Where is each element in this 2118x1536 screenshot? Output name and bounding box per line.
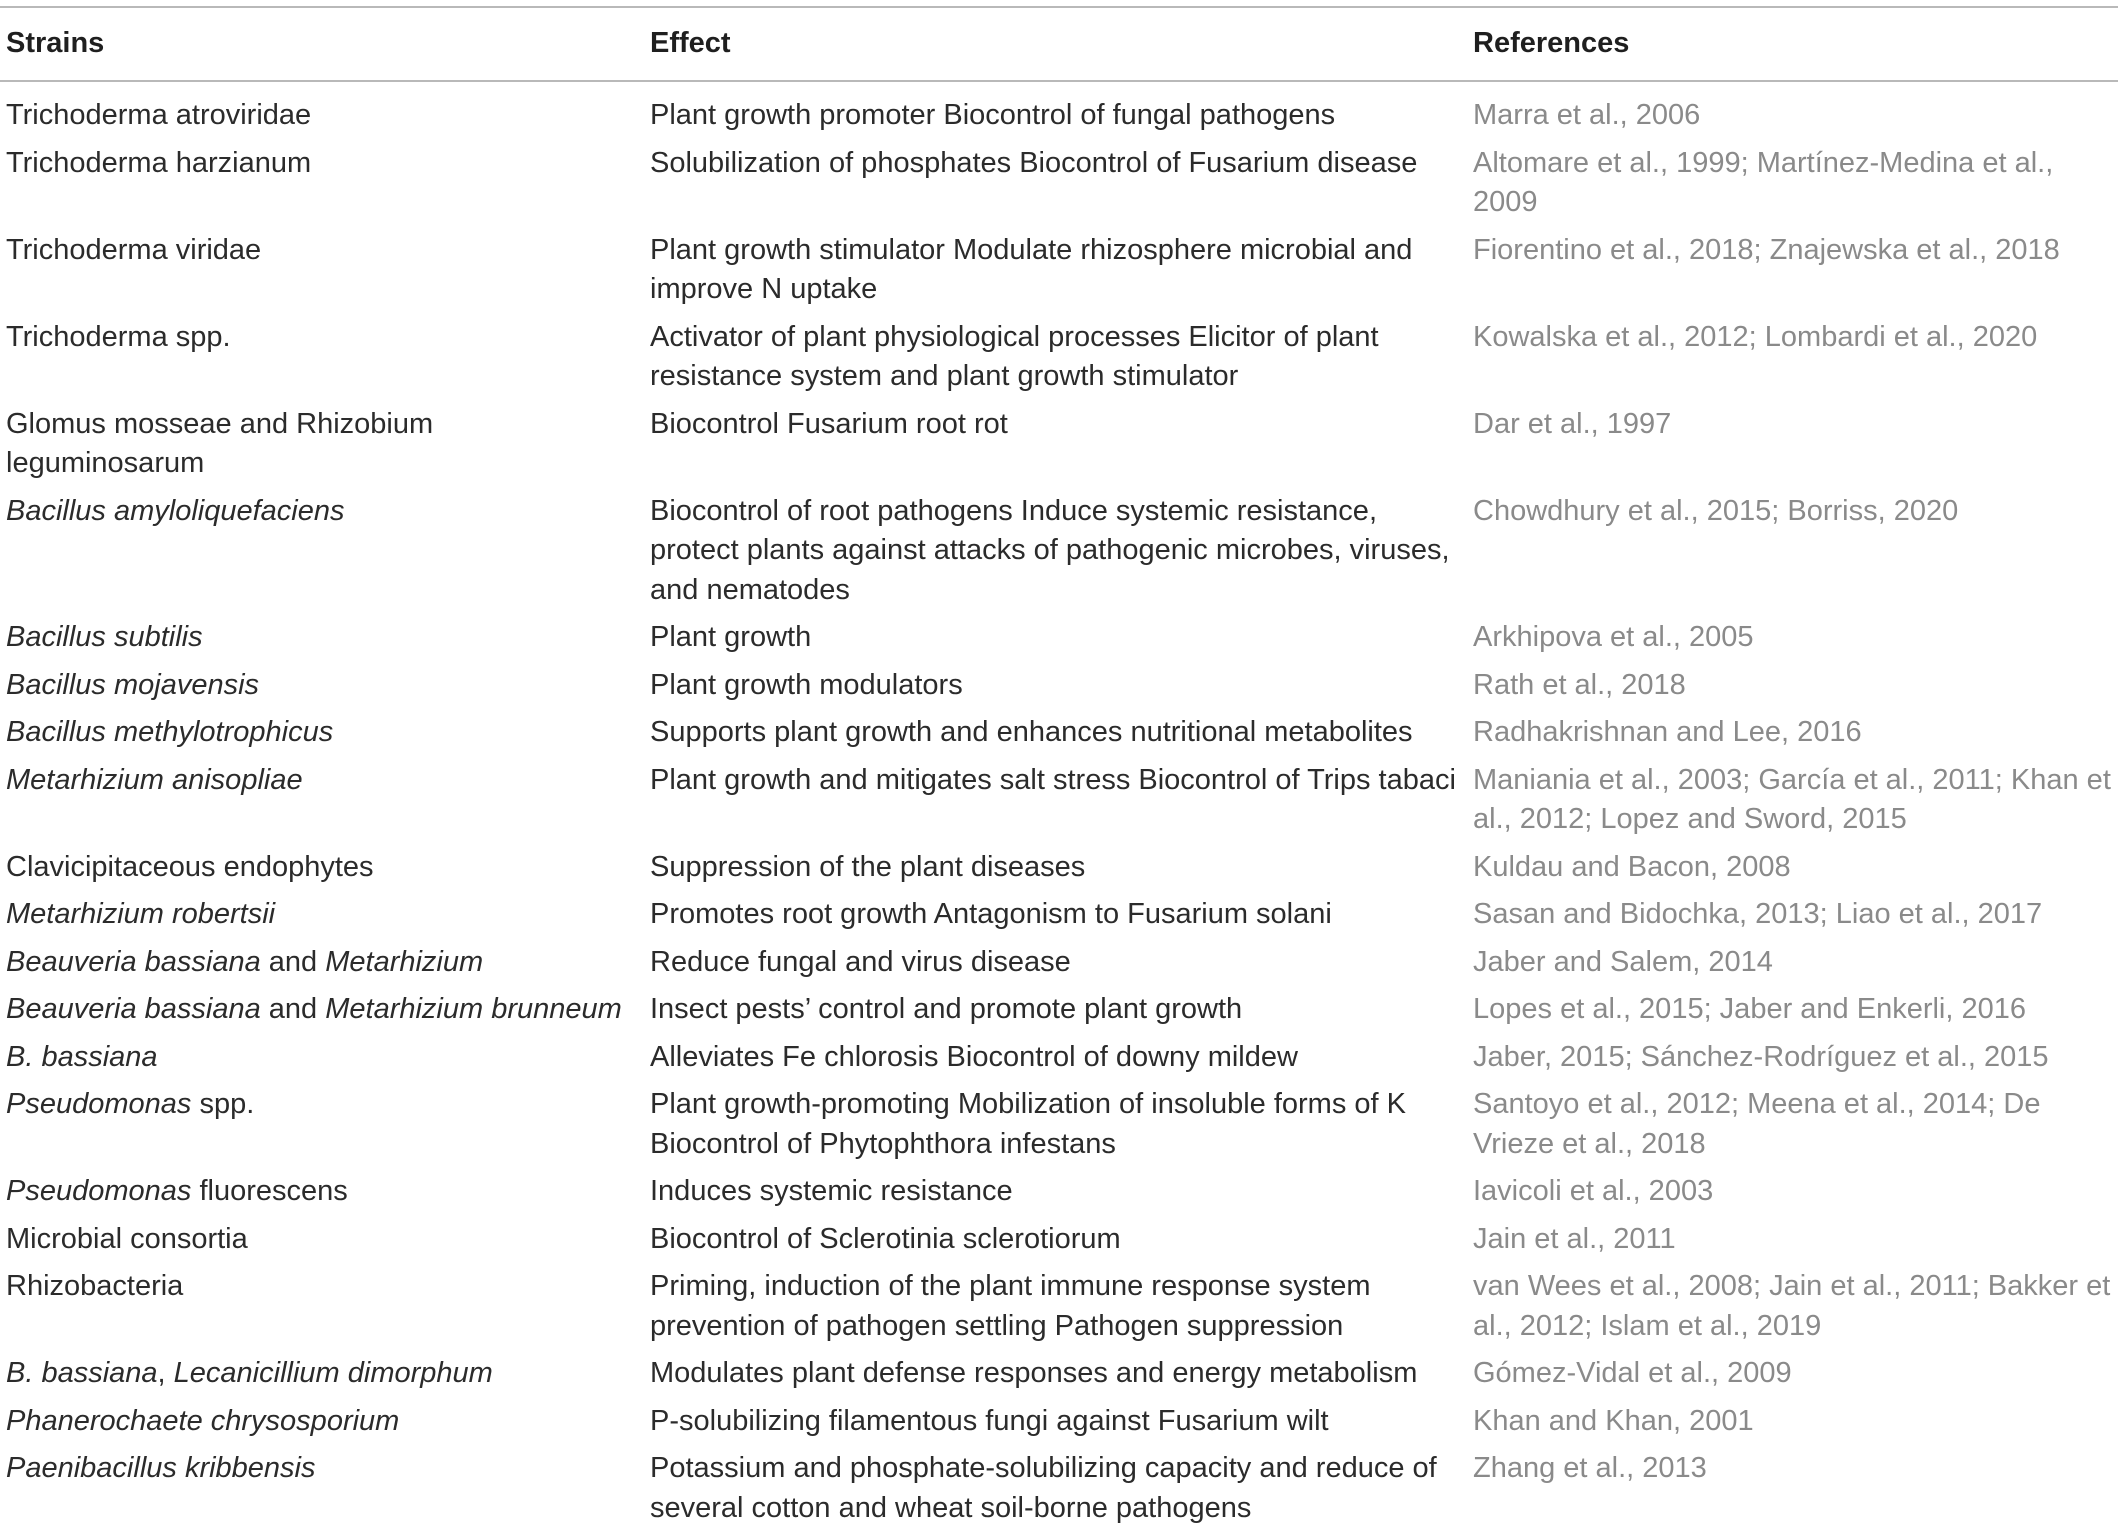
- effect-cell: Potassium and phosphate-solubilizing capacity and reduce of several cotton and wheat soil-borne pathogens: [650, 1452, 1437, 1524]
- header-strains: Strains: [0, 7, 644, 81]
- strain-cell: [0, 1038, 644, 1086]
- references-cell: Radhakrishnan and Lee, 2016: [1473, 716, 1862, 748]
- strain-name: Trichoderma spp.: [6, 320, 231, 353]
- effect-cell: Biocontrol Fusarium root rot: [650, 407, 1008, 440]
- effect-cell: Plant growth and mitigates salt stress Biocontrol of Trips tabaci: [650, 763, 1456, 796]
- strain-cell: [0, 492, 644, 619]
- references-cell: Kowalska et al., 2012; Lombardi et al., 2020: [1473, 320, 2038, 353]
- effect-cell: Suppression of the plant diseases: [650, 850, 1086, 883]
- table-row: [0, 1172, 2118, 1220]
- strain-name-italic: Metarhizium brunneum: [325, 993, 622, 1025]
- effect-cell: Insect pests’ control and promote plant growth: [650, 993, 1243, 1025]
- references-cell: van Wees et al., 2008; Jain et al., 2011; Bakker et al., 2012; Islam et al., 2019: [1473, 1270, 2111, 1342]
- strain-name-italic: Bacillus subtilis: [6, 621, 203, 653]
- strain-name-italic: B. bassiana: [6, 1040, 158, 1073]
- strain-cell: [0, 1449, 644, 1536]
- effect-cell: Plant growth modulators: [650, 668, 963, 701]
- strain-cell: [0, 1172, 644, 1220]
- strain-name: ,: [157, 1357, 174, 1389]
- strain-cell: [0, 1267, 644, 1354]
- strain-name-italic: Beauveria bassiana: [6, 945, 261, 978]
- strain-name-italic: Lecanicillium dimorphum: [173, 1357, 493, 1389]
- table-row: [0, 990, 2118, 1038]
- strain-name-italic: Pseudomonas: [6, 1175, 192, 1207]
- header-references: References: [1467, 7, 2118, 81]
- strain-cell: [0, 713, 644, 761]
- table-row: [0, 1354, 2118, 1402]
- strain-cell: [0, 1220, 644, 1268]
- table-body: [0, 81, 2118, 1536]
- references-cell: Sasan and Bidochka, 2013; Liao et al., 2017: [1473, 898, 2043, 930]
- strain-cell: [0, 405, 644, 492]
- table-row: [0, 1220, 2118, 1268]
- strain-name-italic: Phanerochaete chrysosporium: [6, 1404, 400, 1437]
- strain-name: Trichoderma harzianum: [6, 146, 312, 179]
- strains-effects-table: [0, 6, 2118, 1536]
- strain-name: Glomus mosseae and Rhizobium leguminosarum: [6, 407, 434, 479]
- strain-cell: [0, 990, 644, 1038]
- effect-cell: P-solubilizing filamentous fungi against Fusarium wilt: [650, 1404, 1329, 1437]
- table-row: [0, 1267, 2118, 1354]
- strain-cell: [0, 1085, 644, 1172]
- strain-cell: [0, 848, 644, 896]
- references-cell: Jain et al., 2011: [1473, 1222, 1676, 1255]
- effect-cell: Alleviates Fe chlorosis Biocontrol of downy mildew: [650, 1040, 1298, 1073]
- effect-cell: Plant growth promoter Biocontrol of fungal pathogens: [650, 99, 1336, 131]
- table-row: [0, 895, 2118, 943]
- effect-cell: Promotes root growth Antagonism to Fusarium solani: [650, 898, 1332, 930]
- strain-name-italic: Metarhizium anisopliae: [6, 763, 303, 796]
- strain-name-italic: Bacillus mojavensis: [6, 668, 260, 701]
- strain-name: fluorescens: [191, 1175, 348, 1207]
- references-cell: Marra et al., 2006: [1473, 99, 1701, 131]
- effect-cell: Modulates plant defense responses and energy metabolism: [650, 1357, 1418, 1389]
- table-row: [0, 231, 2118, 318]
- table-row: [0, 1085, 2118, 1172]
- table-row: [0, 666, 2118, 714]
- strain-name-italic: Metarhizium: [325, 945, 484, 978]
- strain-name: Rhizobacteria: [6, 1270, 184, 1302]
- strain-name: Trichoderma viridae: [6, 233, 262, 266]
- effect-cell: Activator of plant physiological processes Elicitor of plant resistance system and plant growth stimulator: [650, 320, 1379, 392]
- strain-name-italic: Pseudomonas: [6, 1088, 192, 1120]
- strain-name-italic: B. bassiana: [6, 1357, 158, 1389]
- effect-cell: Plant growth: [650, 621, 812, 653]
- table-row: [0, 761, 2118, 848]
- table-row: [0, 318, 2118, 405]
- references-cell: Lopes et al., 2015; Jaber and Enkerli, 2016: [1473, 993, 2026, 1025]
- strain-name: and: [260, 993, 326, 1025]
- strain-cell: [0, 618, 644, 666]
- references-cell: Altomare et al., 1999; Martínez-Medina et al., 2009: [1473, 146, 2054, 218]
- header-effect: Effect: [644, 7, 1467, 81]
- references-cell: Maniania et al., 2003; García et al., 2011; Khan et al., 2012; Lopez and Sword, 2015: [1473, 763, 2111, 835]
- strain-name-italic: Bacillus methylotrophicus: [6, 716, 334, 748]
- strain-cell: [0, 231, 644, 318]
- references-cell: Gómez-Vidal et al., 2009: [1473, 1357, 1792, 1389]
- effect-cell: Induces systemic resistance: [650, 1175, 1013, 1207]
- strain-name-italic: Beauveria bassiana: [6, 993, 261, 1025]
- references-cell: Zhang et al., 2013: [1473, 1452, 1707, 1484]
- strain-name: Trichoderma atroviridae: [6, 99, 312, 131]
- references-cell: Jaber, 2015; Sánchez-Rodríguez et al., 2015: [1473, 1040, 2049, 1073]
- table-row: [0, 1402, 2118, 1450]
- strain-cell: [0, 1402, 644, 1450]
- effect-cell: Plant growth-promoting Mobilization of insoluble forms of K Biocontrol of Phytophthora infestans: [650, 1088, 1406, 1160]
- strain-name: Clavicipitaceous endophytes: [6, 850, 374, 883]
- table-header: [0, 7, 2118, 81]
- strain-name: Microbial consortia: [6, 1222, 248, 1255]
- table-row: [0, 144, 2118, 231]
- references-cell: Khan and Khan, 2001: [1473, 1404, 1754, 1437]
- strain-name: and: [260, 945, 326, 978]
- references-cell: Kuldau and Bacon, 2008: [1473, 850, 1791, 883]
- references-cell: Fiorentino et al., 2018; Znajewska et al., 2018: [1473, 233, 2060, 266]
- table-row: [0, 492, 2118, 619]
- table-row: [0, 713, 2118, 761]
- strain-cell: [0, 761, 644, 848]
- effect-cell: Biocontrol of root pathogens Induce systemic resistance, protect plants against attacks of pathogenic microbes, viruses, and nematodes: [650, 494, 1450, 606]
- table-row: [0, 1449, 2118, 1536]
- strain-cell: [0, 943, 644, 991]
- table-row: [0, 618, 2118, 666]
- strain-name-italic: Paenibacillus kribbensis: [6, 1452, 316, 1484]
- strain-cell: [0, 144, 644, 231]
- header-row: [0, 7, 2118, 81]
- strain-name-italic: Bacillus amyloliquefaciens: [6, 494, 345, 527]
- effect-cell: Plant growth stimulator Modulate rhizosphere microbial and improve N uptake: [650, 233, 1413, 305]
- table-row: [0, 81, 2118, 144]
- references-cell: Rath et al., 2018: [1473, 668, 1686, 701]
- effect-cell: Priming, induction of the plant immune response system prevention of pathogen settling Pathogen suppression: [650, 1270, 1371, 1342]
- effect-cell: Reduce fungal and virus disease: [650, 945, 1071, 978]
- strain-cell: [0, 318, 644, 405]
- table-row: [0, 405, 2118, 492]
- references-cell: Jaber and Salem, 2014: [1473, 945, 1773, 978]
- references-cell: Santoyo et al., 2012; Meena et al., 2014; De Vrieze et al., 2018: [1473, 1088, 2041, 1160]
- references-cell: Chowdhury et al., 2015; Borriss, 2020: [1473, 494, 1959, 527]
- strain-cell: [0, 81, 644, 144]
- table-row: [0, 1038, 2118, 1086]
- strains-table-container: [0, 6, 2118, 1536]
- strain-cell: [0, 666, 644, 714]
- strain-cell: [0, 895, 644, 943]
- table-row: [0, 848, 2118, 896]
- effect-cell: Biocontrol of Sclerotinia sclerotiorum: [650, 1222, 1121, 1255]
- strain-name-italic: Metarhizium robertsii: [6, 898, 276, 930]
- effect-cell: Supports plant growth and enhances nutritional metabolites: [650, 716, 1413, 748]
- strain-name: spp.: [191, 1088, 255, 1120]
- references-cell: Iavicoli et al., 2003: [1473, 1175, 1714, 1207]
- references-cell: Arkhipova et al., 2005: [1473, 621, 1754, 653]
- table-row: [0, 943, 2118, 991]
- references-cell: Dar et al., 1997: [1473, 407, 1672, 440]
- strain-cell: [0, 1354, 644, 1402]
- effect-cell: Solubilization of phosphates Biocontrol of Fusarium disease: [650, 146, 1418, 179]
